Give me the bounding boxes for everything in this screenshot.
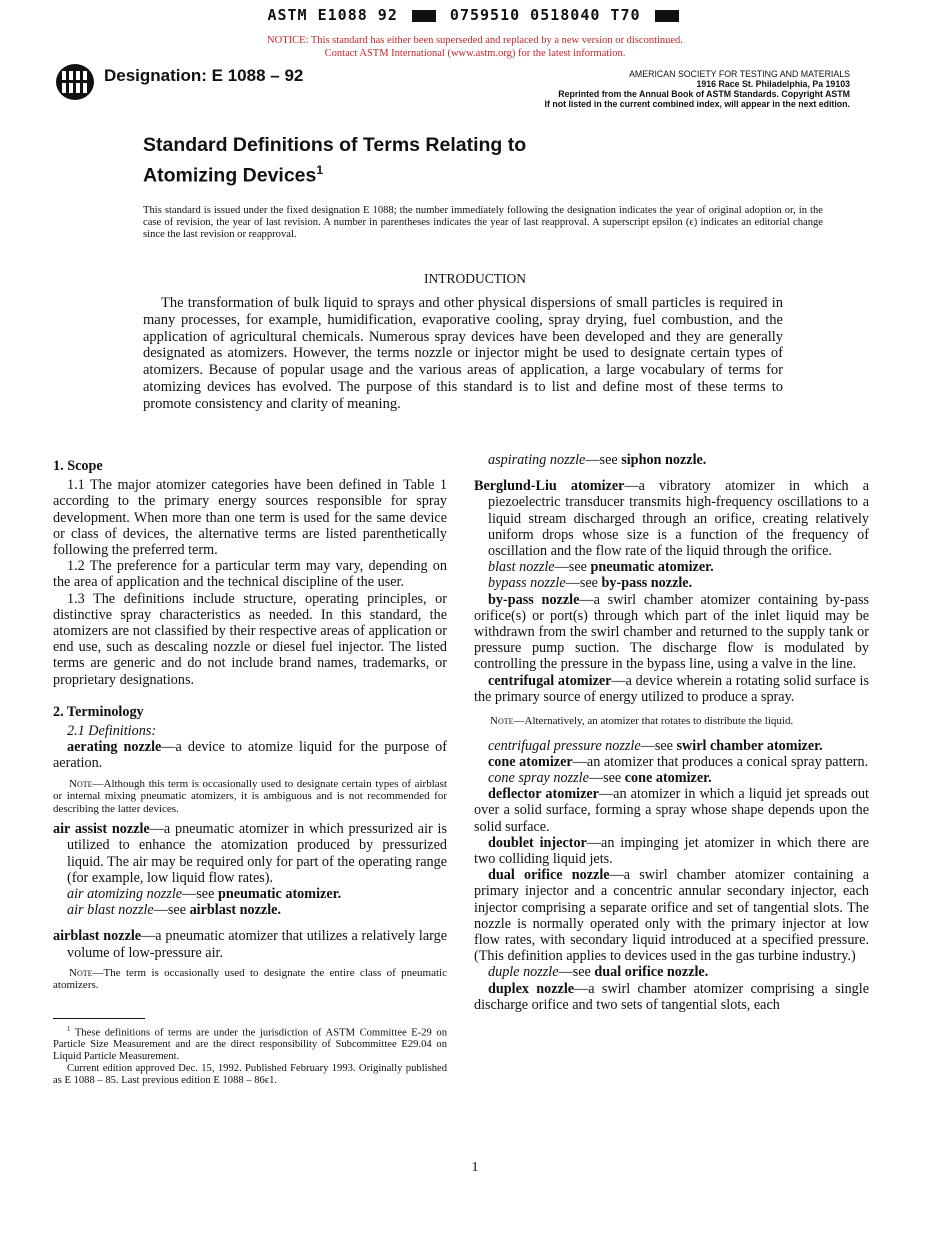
publisher-name: AMERICAN SOCIETY FOR TESTING AND MATERIALS — [629, 69, 850, 79]
definition-dual-orifice-nozzle: dual orifice nozzle—a swirl chamber atomizer containing a primary injector and a concentric annular secondary injector, each injector comprising a separate orifice and set of tangential slots. The nozzle is normally operated only with the primary injector at low flow rates, with secondary liquid introduced at a specified pressure. (This definition applies to devices used in the gas turbine industry.) — [474, 867, 869, 965]
definition-doublet-injector: doublet injector—an impinging jet atomizer in which there are two colliding liquid jets. — [474, 834, 869, 867]
definition-air-blast-nozzle: air blast nozzle—see airblast nozzle. — [67, 902, 281, 919]
document-title — [143, 133, 526, 189]
definition-bypass-nozzle: bypass nozzle—see by-pass nozzle. — [488, 575, 693, 592]
definitions-label: 2.1 Definitions: — [67, 723, 157, 740]
scope-1-2: 1.2 The preference for a particular term may vary, depending on the area of application and the technical discipline of the user. — [53, 558, 447, 591]
page-number: 1 — [471, 1160, 479, 1175]
designation: Designation: E 1088 – 92 — [104, 66, 304, 85]
definition-air-atomizing-nozzle: air atomizing nozzle—see pneumatic atomizer. — [67, 885, 342, 902]
definition-duple-nozzle: duple nozzle—see dual orifice nozzle. — [488, 964, 709, 981]
note-centrifugal: Note—Alternatively, an atomizer that rotates to distribute the liquid. — [490, 715, 794, 728]
definition-duplex-nozzle: duplex nozzle—a swirl chamber atomizer comprising a single discharge orifice and two sets of tangential slots, each — [474, 980, 869, 1013]
black-bar-mark — [412, 10, 436, 22]
right-column — [474, 452, 869, 1013]
document-code-header — [0, 6, 950, 24]
code-part-2: 0759510 0518040 T70 — [449, 6, 641, 24]
introduction-heading: INTRODUCTION — [424, 271, 526, 286]
issued-note: This standard is issued under the fixed designation E 1088; the number immediately following the designation indicates the year of original adoption or, in the case of revision, the year of last revision. A number in parentheses indicates the year of last reapproval. A superscript epsilon (ϵ) indicates an editorial change since the last revision or reapproval. — [143, 205, 823, 240]
definition-by-pass-nozzle: by-pass nozzle—a swirl chamber atomizer containing by-pass orifice(s) or port(s) through which part of the inlet liquid may be withdrawn from the swirl chamber and returned to the supply tank or pressure pump suction. The discharge flow is modulated by controlling the pressure in the bypass line, using a valve in the line. — [474, 591, 869, 673]
publisher-address: 1916 Race St. Philadelphia, Pa 19103 — [696, 79, 850, 89]
title-footnote-mark: 1 — [316, 163, 324, 177]
reprint-line: Reprinted from the Annual Book of ASTM Standards. Copyright ASTM — [558, 89, 850, 99]
title-line-1: Standard Definitions of Terms Relating to — [143, 134, 527, 156]
terminology-heading: 2. Terminology — [53, 703, 144, 720]
left-column — [53, 452, 447, 1087]
supersede-notice — [0, 34, 950, 60]
definition-centrifugal-pressure-nozzle: centrifugal pressure nozzle—see swirl chamber atomizer. — [488, 737, 823, 754]
scope-1-3: 1.3 The definitions include structure, operating principles, or distinctive spray characteristics as needed. In this standard, the atomizers are not classified by their respective areas of application or end use, such as descaling nozzle or diesel fuel injector. The listed terms are generic and do not include brand names, trademarks, or proprietary designations. — [53, 590, 447, 688]
publisher-block — [545, 69, 850, 109]
footnote-divider — [53, 1018, 145, 1019]
definition-aspirating-nozzle: aspirating nozzle—see siphon nozzle. — [488, 452, 707, 468]
note-airblast: Note—The term is occasionally used to designate the entire class of pneumatic atomizers. — [53, 966, 447, 992]
definition-centrifugal-atomizer: centrifugal atomizer—a device wherein a rotating solid surface is the primary source of energy utilized to produce a spray. — [474, 672, 869, 705]
notice-line-1: NOTICE: This standard has either been superseded and replaced by a new version or discontinued. — [267, 35, 683, 46]
definition-air-assist-nozzle: air assist nozzle—a pneumatic atomizer in which pressurized air is utilized to enhance the atomization produced by pressurized liquid. The air may be required only for part of the operating range (for example, low liquid flow rates). — [53, 821, 447, 886]
listing-line: If not listed in the current combined index, will appear in the next edition. — [544, 99, 850, 109]
black-bar-mark — [655, 10, 679, 22]
definition-cone-atomizer: cone atomizer—an atomizer that produces a conical spray pattern. — [488, 753, 869, 770]
definition-berglund-liu-atomizer: Berglund-Liu atomizer—a vibratory atomizer in which a piezoelectric transducer transmits high-frequency oscillations to a liquid stream discharged through an orifice, creating relatively uniform drops whose size is a function of the frequency of oscillation and the flow rate of the liquid through the orifice. — [474, 478, 869, 560]
definition-blast-nozzle: blast nozzle—see pneumatic atomizer. — [488, 559, 714, 576]
introduction-text: The transformation of bulk liquid to sprays and other physical dispersions of small particles is required in many processes, for example, humidification, evaporative cooling, spray drying, fuel combustion, and the application of agricultural chemicals. Numerous spray devices have been developed and they are generally designated as atomizers. However, the terms nozzle or injector might be used to designate certain types of atomizers. Because of popular usage and the various areas of application, a large vocabulary of terms for atomizing devices has evolved. The purpose of this standard is to list and define most of these terms to promote consistency and clarity of meaning. — [143, 295, 783, 412]
definition-deflector-atomizer: deflector atomizer—an atomizer in which a liquid jet spreads out over a solid surface, forming a spray whose shape depends upon the solid surface. — [474, 786, 869, 835]
scope-heading: 1. Scope — [53, 458, 103, 474]
scope-1-1: 1.1 The major atomizer categories have been defined in Table 1 according to the primary energy sources responsible for spray development. When more than one term is used for the same device or class of devices, the alternative terms are listed parenthetically following the preferred term. — [53, 477, 447, 559]
code-part-1: ASTM E1088 92 — [267, 6, 398, 24]
notice-line-2: Contact ASTM International (www.astm.org) for the latest information. — [324, 48, 626, 59]
footnote-1: $^1$ These definitions of terms are under the jurisdiction of ASTM Committee E-29 on Particle Size Measurement and are the direct responsibility of Subcommittee E29.04 on Liquid Particle Measurement. — [53, 1024, 447, 1063]
definition-aerating-nozzle: aerating nozzle—a device to atomize liquid for the purpose of aeration. — [53, 739, 448, 772]
note-aerating: Note—Although this term is occasionally used to designate certain types of airblast or internal mixing pneumatic atomizers, it is ambiguous and is not recommended for describing the latter devices. — [53, 777, 447, 815]
definition-cone-spray-nozzle: cone spray nozzle—see cone atomizer. — [488, 769, 712, 786]
definition-airblast-nozzle: airblast nozzle—a pneumatic atomizer that utilizes a relatively large volume of low-pressure air. — [53, 928, 447, 961]
astm-logo-icon — [54, 62, 96, 107]
footnote-2: Current edition approved Dec. 15, 1992. Published February 1993. Originally published as E 1088 – 85. Last previous edition E 1088 – 86ϵ1. — [53, 1063, 447, 1087]
title-line-2: Atomizing Devices — [143, 164, 317, 187]
